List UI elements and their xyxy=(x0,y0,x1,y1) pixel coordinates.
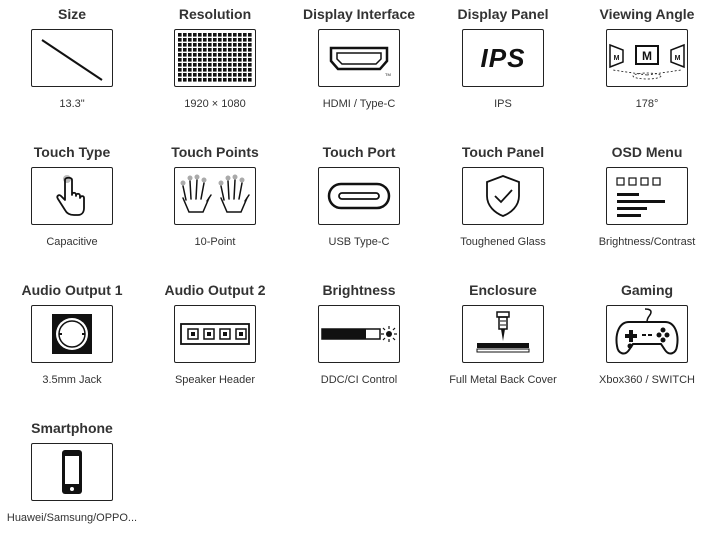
spec-value: Speaker Header xyxy=(174,374,256,386)
cnc-machine-icon xyxy=(462,305,544,363)
spec-title: Size xyxy=(57,6,86,22)
spec-value: DDC/CI Control xyxy=(320,374,398,386)
spec-osd-menu xyxy=(575,143,703,249)
spec-value: 1920 × 1080 xyxy=(184,98,246,110)
spec-value: Full Metal Back Cover xyxy=(449,374,557,386)
spec-title: Display Interface xyxy=(302,6,416,22)
spec-title: OSD Menu xyxy=(611,144,683,160)
spec-value: Huawei/Samsung/OPPO... xyxy=(6,512,138,524)
ten-finger-touch-icon xyxy=(174,167,256,225)
spec-title: Touch Panel xyxy=(461,144,545,160)
spec-title: Touch Points xyxy=(171,144,259,160)
spec-audio-output-2 xyxy=(143,281,287,387)
shield-check-icon xyxy=(462,167,544,225)
spec-title: Brightness xyxy=(322,282,396,298)
spec-value: Brightness/Contrast xyxy=(598,236,696,248)
viewing-angle-icon xyxy=(606,29,688,87)
usb-c-port-icon xyxy=(318,167,400,225)
spec-title: Viewing Angle xyxy=(599,6,695,22)
svg-text:TM: TM xyxy=(385,72,391,77)
spec-value: 178° xyxy=(635,98,659,110)
spec-audio-output-1 xyxy=(0,281,144,387)
svg-text:M: M xyxy=(674,55,681,62)
osd-menu-icon xyxy=(606,167,688,225)
spec-value: IPS xyxy=(494,98,512,110)
spec-touch-points xyxy=(143,143,287,249)
ips-icon xyxy=(462,29,544,87)
speaker-header-icon xyxy=(174,305,256,363)
spec-size xyxy=(0,5,144,111)
spec-display-interface xyxy=(287,5,431,111)
spec-title: Touch Type xyxy=(33,144,111,160)
spec-value: USB Type-C xyxy=(328,236,390,248)
hdmi-port-icon xyxy=(318,29,400,87)
gamepad-icon xyxy=(606,305,688,363)
ips-icon-text: IPS xyxy=(480,42,526,73)
spec-display-panel xyxy=(431,5,575,111)
svg-text:M: M xyxy=(613,55,620,62)
pixel-grid-icon xyxy=(174,29,256,87)
spec-title: Audio Output 2 xyxy=(164,282,266,298)
spec-value: 3.5mm Jack xyxy=(42,374,102,386)
spec-viewing-angle xyxy=(575,5,703,111)
spec-title: Resolution xyxy=(178,6,252,22)
spec-enclosure xyxy=(431,281,575,387)
spec-value: 10-Point xyxy=(194,236,236,248)
spec-resolution xyxy=(143,5,287,111)
spec-brightness xyxy=(287,281,431,387)
spec-touch-type xyxy=(0,143,144,249)
diagonal-size-icon xyxy=(31,29,113,87)
spec-smartphone xyxy=(0,419,144,525)
spec-value: Toughened Glass xyxy=(460,236,546,248)
spec-title: Smartphone xyxy=(31,420,113,436)
spec-value: Capacitive xyxy=(46,236,98,248)
svg-text:M: M xyxy=(642,49,652,63)
spec-title: Enclosure xyxy=(469,282,537,298)
spec-value: 13.3" xyxy=(59,98,85,110)
spec-value: HDMI / Type-C xyxy=(322,98,396,110)
spec-value: Xbox360 / SWITCH xyxy=(599,374,695,386)
spec-touch-panel xyxy=(431,143,575,249)
spec-title: Audio Output 1 xyxy=(21,282,123,298)
spec-title: Touch Port xyxy=(322,144,396,160)
spec-title: Display Panel xyxy=(457,6,549,22)
spec-touch-port xyxy=(287,143,431,249)
spec-title: Gaming xyxy=(620,282,674,298)
finger-touch-icon xyxy=(31,167,113,225)
audio-jack-icon xyxy=(31,305,113,363)
spec-gaming xyxy=(575,281,703,387)
smartphone-icon xyxy=(31,443,113,501)
brightness-bar-icon xyxy=(318,305,400,363)
